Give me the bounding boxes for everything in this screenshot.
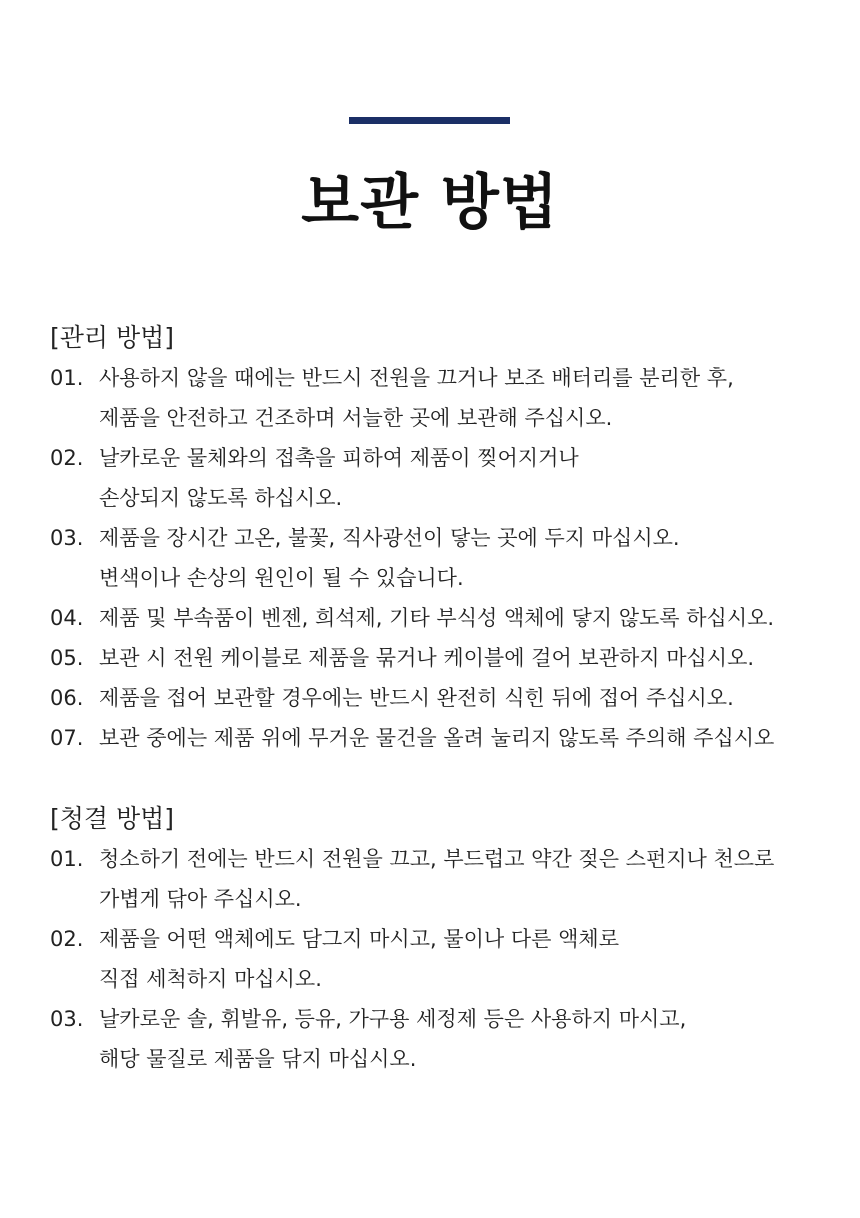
item-text-line: 직접 세척하지 마십시오. <box>99 967 322 991</box>
item-text-line: 변색이나 손상의 원인이 될 수 있습니다. <box>99 566 464 590</box>
list-item <box>50 999 840 1079</box>
item-number: 06. <box>50 686 84 710</box>
list-item <box>50 358 840 438</box>
item-text-line: 제품을 어떤 액체에도 담그지 마시고, 물이나 다른 액체로 <box>99 927 619 951</box>
item-text-line: 제품을 안전하고 건조하며 서늘한 곳에 보관해 주십시오. <box>99 406 613 430</box>
item-number: 03. <box>50 1007 84 1031</box>
list-item <box>50 839 840 919</box>
care-section <box>50 318 840 758</box>
item-text-line: 제품을 장시간 고온, 불꽃, 직사광선이 닿는 곳에 두지 마십시오. <box>99 526 680 550</box>
section-heading: [관리 방법] <box>50 323 175 352</box>
list-item <box>50 518 840 598</box>
cleaning-section <box>50 799 840 1079</box>
list-item <box>50 718 840 758</box>
item-number: 07. <box>50 726 84 750</box>
item-number: 01. <box>50 847 84 871</box>
list-item <box>50 438 840 518</box>
item-text-line: 날카로운 솔, 휘발유, 등유, 가구용 세정제 등은 사용하지 마시고, <box>99 1007 687 1031</box>
item-number: 02. <box>50 927 84 951</box>
list-item <box>50 919 840 999</box>
item-text-line: 날카로운 물체와의 접촉을 피하여 제품이 찢어지거나 <box>99 446 579 470</box>
item-text-line: 손상되지 않도록 하십시오. <box>99 486 343 510</box>
item-number: 02. <box>50 446 84 470</box>
item-text-line: 청소하기 전에는 반드시 전원을 끄고, 부드럽고 약간 젖은 스펀지나 천으로 <box>99 847 775 871</box>
section-heading: [청결 방법] <box>50 804 175 833</box>
item-text-line: 보관 시 전원 케이블로 제품을 묶거나 케이블에 걸어 보관하지 마십시오. <box>99 646 755 670</box>
list-item <box>50 598 840 638</box>
item-text-line: 제품을 접어 보관할 경우에는 반드시 완전히 식힌 뒤에 접어 주십시오. <box>99 686 734 710</box>
item-text-line: 제품 및 부속품이 벤젠, 희석제, 기타 부식성 액체에 닿지 않도록 하십시오. <box>99 606 775 630</box>
item-text-line: 가볍게 닦아 주십시오. <box>99 887 302 911</box>
item-text-line: 보관 중에는 제품 위에 무거운 물건을 올려 눌리지 않도록 주의해 주십시오 <box>99 726 775 750</box>
item-text-line: 사용하지 않을 때에는 반드시 전원을 끄거나 보조 배터리를 분리한 후, <box>99 366 734 390</box>
item-text-line: 해당 물질로 제품을 닦지 마십시오. <box>99 1047 417 1071</box>
item-number: 05. <box>50 646 84 670</box>
title-accent-bar <box>349 117 510 124</box>
page-title: 보관 방법 <box>301 168 559 238</box>
item-number: 04. <box>50 606 84 630</box>
item-number: 01. <box>50 366 84 390</box>
list-item <box>50 638 840 678</box>
item-number: 03. <box>50 526 84 550</box>
list-item <box>50 678 840 718</box>
